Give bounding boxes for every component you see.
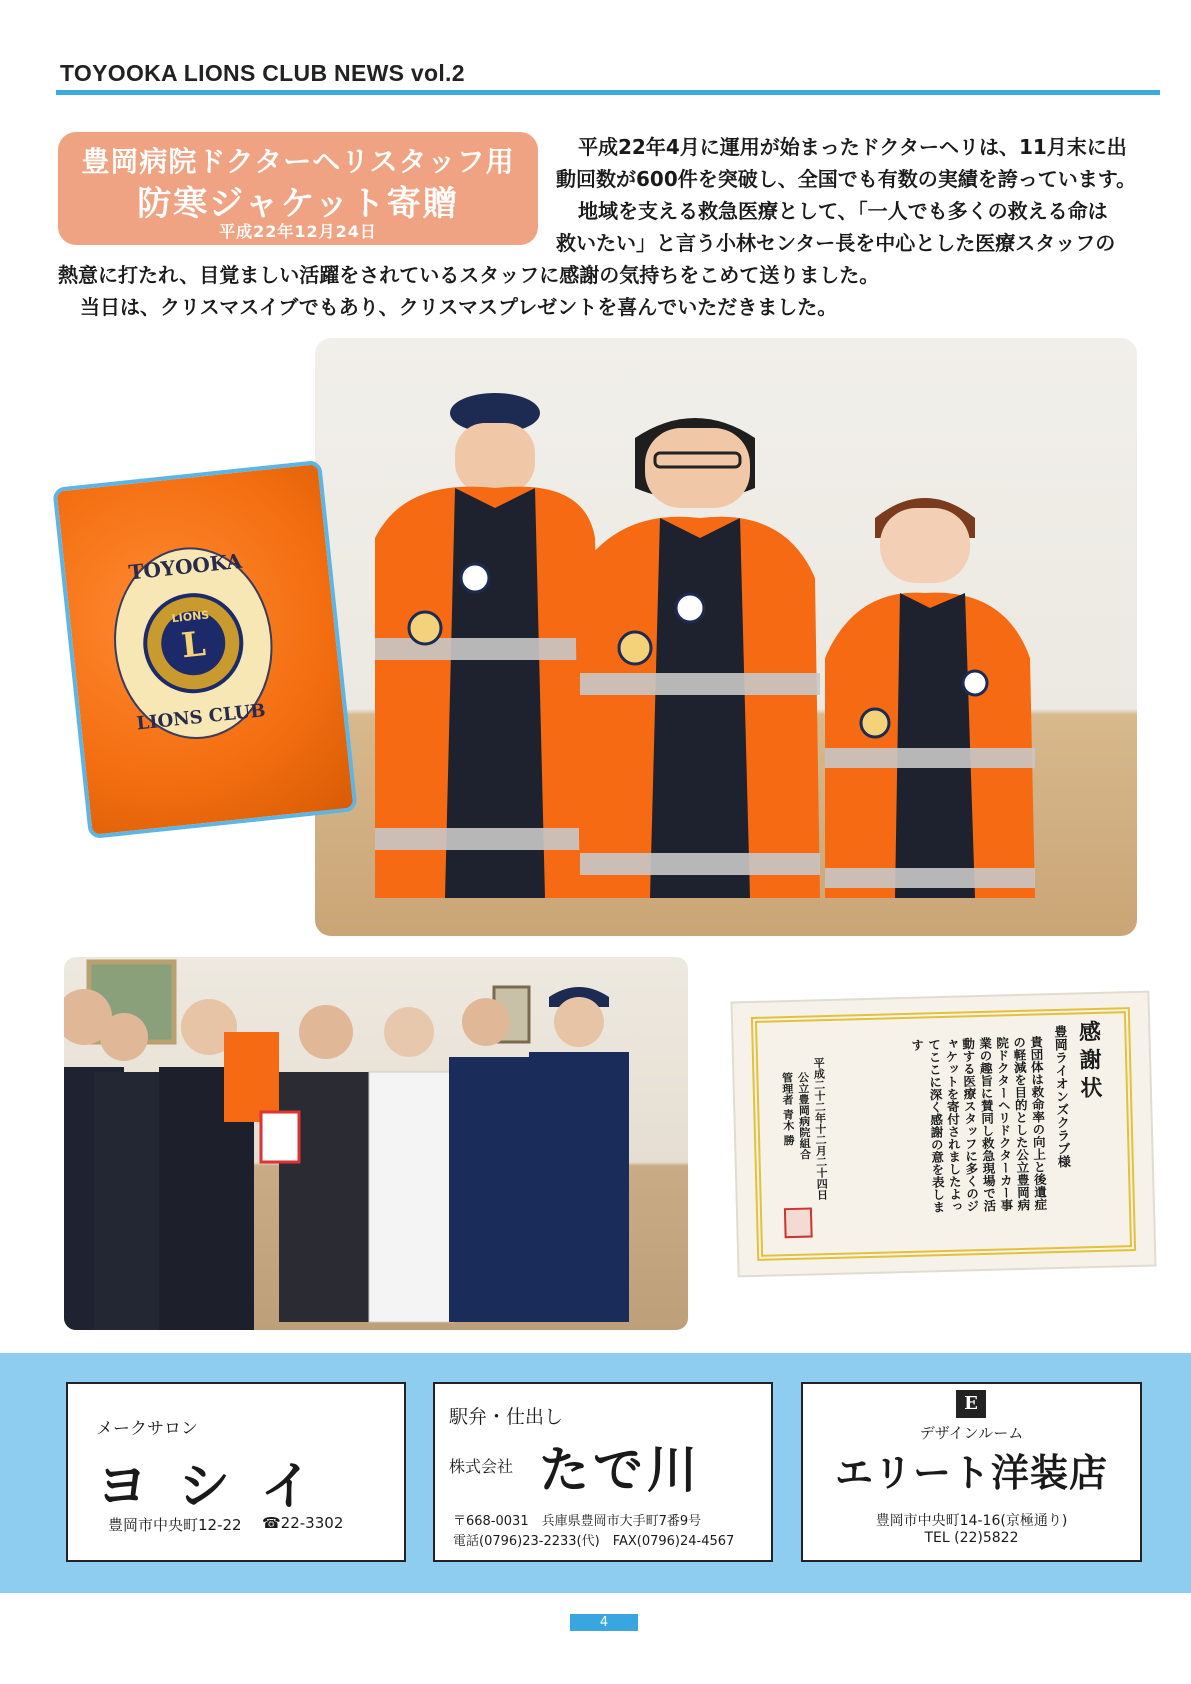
ad2-company-type: 株式会社 — [449, 1457, 514, 1476]
ad-make-salon-yoshii — [66, 1382, 406, 1562]
certificate-issuer-org: 公立豊岡病院組合 — [796, 1071, 812, 1160]
body-line-4: 救いたい」と言う小林センター長を中心とした医療スタッフの — [556, 231, 1116, 255]
patch-top-text: TOYOOKA — [127, 548, 243, 585]
article-title-badge — [58, 132, 538, 245]
lions-patch-photo — [52, 460, 357, 839]
newsletter-title: TOYOOKA LIONS CLUB NEWS vol.2 — [60, 60, 465, 86]
ad2-postal-address: 〒668-0031 兵庫県豊岡市大手町7番9号 — [453, 1514, 702, 1529]
patch-emblem-letter: L — [179, 624, 208, 667]
ad1-label: メークサロン — [96, 1419, 198, 1439]
certificate-seal-icon — [784, 1207, 813, 1238]
ad2-tagline: 駅弁・仕出し — [449, 1406, 564, 1428]
staff-jackets-illustration — [315, 338, 1137, 936]
ad3-label: デザインルーム — [919, 1424, 1024, 1442]
ad1-address: 豊岡市中央町12-22 — [108, 1516, 242, 1534]
ad3-address: 豊岡市中央町14-16(京極通り) — [875, 1513, 1068, 1529]
donation-ceremony-illustration — [64, 957, 688, 1330]
article-date: 平成22年12月24日 — [219, 222, 377, 241]
body-line-6: 当日は、クリスマスイブでもあり、クリスマスプレゼントを喜んでいただきました。 — [80, 295, 838, 319]
ad2-name: たで川 — [539, 1441, 701, 1499]
body-line-1: 平成22年4月に運用が始まったドクターヘリは、11月末に出 — [578, 135, 1127, 159]
patch-bottom-text: LIONS CLUB — [135, 700, 267, 735]
article-title-line1: 豊岡病院ドクターヘリスタッフ用 — [81, 145, 515, 178]
article-title-line2: 防寒ジャケット寄贈 — [137, 184, 459, 224]
body-line-5: 熱意に打たれ、目覚ましい活躍をされているスタッフに感謝の気持ちをこめて送りました。 — [58, 263, 880, 287]
ad3-logo-icon: E — [956, 1390, 986, 1418]
body-line-2: 動回数が600件を突破し、全国でも有数の実績を誇っています。 — [556, 167, 1137, 191]
header-divider — [56, 90, 1160, 95]
body-line-3: 地域を支える救急医療として、「一人でも多くの救える命は — [578, 199, 1108, 223]
certificate-photo — [733, 993, 1155, 1276]
donation-ceremony-photo — [64, 957, 688, 1330]
ad-elite-yosoten — [801, 1382, 1142, 1562]
certificate-addressee: 豊岡ライオンズクラブ様 — [1051, 1024, 1070, 1169]
certificate-issuer: 管理者 青木 勝 — [780, 1071, 796, 1146]
ad1-name: ヨ シ イ — [96, 1457, 319, 1517]
ad3-tel: TEL (22)5822 — [924, 1530, 1019, 1546]
certificate-title: 感謝状 — [1075, 1019, 1104, 1105]
staff-jackets-photo — [315, 338, 1137, 936]
ad2-contact: 電話(0796)23-2233(代) FAX(0796)24-4567 — [453, 1534, 735, 1549]
certificate-date: 平成二十二年十二月二十四日 — [811, 1057, 829, 1201]
lions-club-emblem-icon — [57, 464, 354, 834]
ad-tadegawa — [433, 1382, 773, 1562]
ad1-phone: ☎22-3302 — [262, 1514, 344, 1532]
ad3-name: エリート洋装店 — [834, 1451, 1108, 1495]
patch-emblem-band: LIONS — [171, 608, 210, 626]
certificate-body: 貴団体は救命率の向上と後遺症の軽減を目的とした公立豊岡病院ドクターヘリドクターカー事業の趣旨に賛同し救急現場で活動する医療スタッフに多くのジャケットを寄付されましたよってここに深く感謝の意を表します — [909, 1035, 1049, 1214]
page-number: 4 — [570, 1614, 638, 1631]
